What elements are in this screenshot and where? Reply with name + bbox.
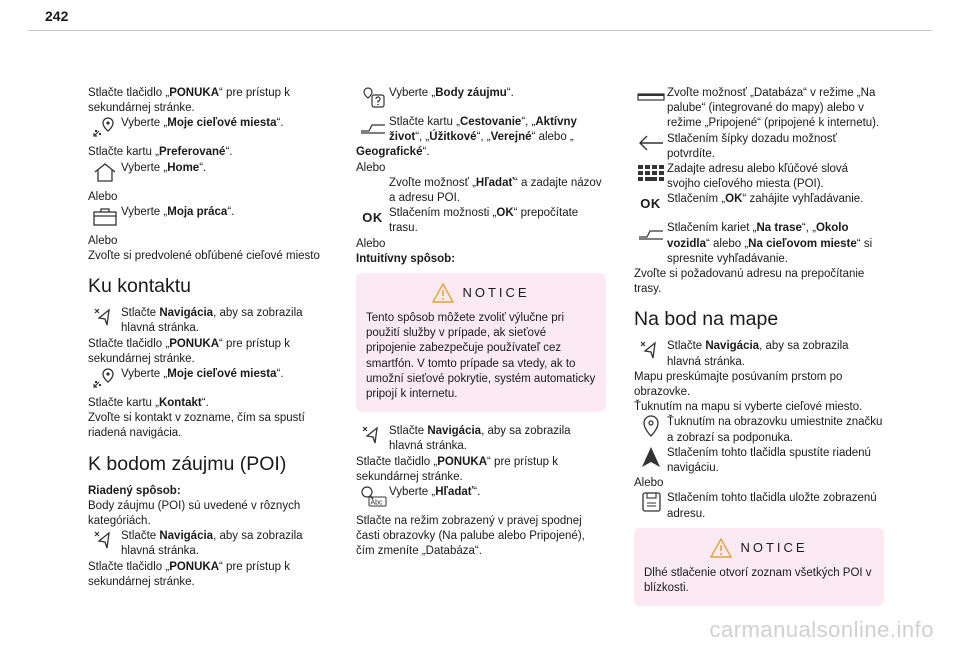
step-database [634, 86, 884, 132]
text: Stlačením šípky dozadu možnosť potvrdíte. [667, 132, 837, 160]
text: Stlačte kartu „Kontakt“. [88, 397, 209, 410]
step-navigation [88, 306, 328, 336]
text: Intuitívny spôsob: [356, 252, 456, 265]
poi-help-icon [356, 86, 389, 108]
notice-text: Dlhé stlačenie otvorí zoznam všetkých POI v blízkosti. [644, 566, 872, 595]
notice-text: Tento spôsob môžete zvoliť výlučne pri použití služby v prípade, ak sieťové pripojenie zabezpečuje používateľ cez smartfón. V tomto prípade sa vtedy, ak to umožní sieťové pokrytie, systém automaticky pripojí k internetu. [366, 312, 596, 401]
step-back [634, 132, 884, 162]
warning-icon [432, 283, 454, 303]
notice-header [644, 534, 874, 562]
step-home [88, 161, 328, 183]
navigation-arrow-icon [88, 529, 121, 551]
heading-poi: K bodom záujmu (POI) [88, 452, 287, 475]
text: Stlačte tlačidlo „PONUKA“ pre prístup k sekundárnej stránke. [88, 337, 290, 365]
text: Stlačte tlačidlo „PONUKA“ pre prístup k sekundárnej stránke. [356, 455, 558, 483]
text: Stlačením tohto tlačidla uložte zobrazenú adresu. [667, 492, 877, 520]
step-my-destinations [88, 367, 328, 389]
ok-icon: OK [640, 195, 661, 211]
step-ok [634, 192, 884, 214]
svg-text:Abc: Abc [370, 499, 383, 507]
step-ok [356, 206, 606, 236]
text: Vyberte „Moja práca“. [121, 205, 235, 218]
text: Stlačením tohto tlačidla spustíte riadenú navigáciu. [667, 446, 871, 475]
step-search [356, 176, 606, 206]
step-marker [634, 415, 884, 445]
briefcase-icon [88, 205, 121, 227]
text: Stlačte Navigácia, aby sa zobrazila hlavná stránka. [389, 425, 571, 453]
text: Stlačte Navigácia, aby sa zobrazila hlavná stránka. [667, 340, 849, 368]
header-rule [28, 30, 932, 31]
text: Alebo [88, 234, 118, 247]
text: Stlačením „OK“ zahájite vyhľadávanie. [667, 193, 864, 206]
text: Ťuknutím na obrazovku umiestnite značku a zobrazí sa podponuka. [667, 416, 883, 444]
text: Mapu preskúmajte posúvaním prstom po obrazovke. [634, 370, 843, 399]
back-arrow-icon [634, 132, 667, 154]
text: Stlačte Navigácia, aby sa zobrazila hlavná stránka. [121, 530, 303, 558]
text: Body záujmu (POI) sú uvedené v rôznych kategóriách. [88, 499, 301, 528]
notice-header [366, 279, 596, 307]
notice-title: NOTICE [740, 540, 808, 556]
text: Vyberte „Moje cieľové miesta“. [121, 368, 284, 381]
step-my-destinations [88, 116, 328, 138]
text: Stlačte kartu „Cestovanie“, „Aktívny život“, „Úžitkové“, „Verejné“ alebo „ [389, 116, 577, 144]
tab-icon [634, 221, 667, 243]
text: Vyberte „Home“. [121, 161, 207, 174]
heading-contact: Ku kontaktu [88, 275, 191, 298]
step-start-navigation [634, 446, 884, 476]
text: Zvoľte si predvolené obľúbené cieľové miesto [88, 250, 320, 263]
text: Geografické“. [356, 146, 430, 159]
keyboard-icon [634, 162, 667, 184]
text: Vyberte „Hľadať“. [389, 486, 481, 499]
text: Riadený spôsob: [88, 484, 181, 497]
step-poi [356, 86, 606, 108]
text: Vyberte „Body záujmu“. [389, 87, 514, 99]
destination-pin-icon [88, 367, 121, 389]
home-icon [88, 161, 121, 183]
step-navigation [356, 424, 606, 454]
step-tabs [634, 221, 884, 267]
column-2 [356, 86, 606, 560]
text: Stlačte tlačidlo „PONUKA“ pre prístup k sekundárnej stránke. [88, 560, 290, 588]
search-abc-icon [356, 485, 389, 507]
text: Ťuknutím na mapu si vyberte cieľové miesto. [634, 401, 863, 414]
tab-icon [356, 115, 389, 137]
step-categories [356, 115, 606, 145]
column-3 [634, 86, 884, 618]
destination-pin-icon [88, 116, 121, 138]
blank-icon [356, 176, 389, 198]
warning-icon [710, 538, 732, 558]
text: Stlačte tlačidlo „PONUKA“ pre prístup k sekundárnej stránke. [88, 87, 290, 115]
navigate-icon [634, 446, 667, 468]
watermark: carmanualsonline.info [709, 617, 934, 642]
page-number: 242 [45, 8, 69, 24]
navigation-arrow-icon [634, 339, 667, 361]
text: Alebo [88, 190, 118, 203]
step-search-abc [356, 485, 606, 507]
text: Stlačte na režim zobrazený v pravej spodnej časti obrazovky (Na palube alebo Pripojené), čím zmeníte „Databáza“. [356, 515, 585, 558]
save-icon [634, 491, 667, 513]
heading-map: Na bod na mape [634, 308, 779, 331]
text: Stlačením možnosti „OK“ prepočítate trasu. [389, 207, 579, 235]
text: Alebo [356, 161, 386, 174]
text: Alebo [634, 477, 664, 490]
location-pin-icon [634, 415, 667, 437]
text: Stlačením kariet „Na trase“, „Okolo vozidla“ alebo „Na cieľovom mieste“ si spresnite vyhľadávanie. [667, 222, 873, 265]
text: Zvoľte si kontakt v zozname, čím sa spustí riadená navigácia. [88, 412, 305, 440]
text: Zvoľte si požadovanú adresu na prepočítanie trasy. [634, 268, 865, 296]
text: Zvoľte možnosť „Databáza“ v režime „Na palube“ (integrované do mapy) alebo v režime „Pripojené“ (pripojené k internetu). [667, 87, 880, 130]
text: Zvoľte možnosť „Hľadať“ a zadajte názov a adresu POI. [389, 176, 602, 205]
step-keyboard [634, 162, 884, 192]
notice-box [356, 273, 606, 412]
text: Vyberte „Moje cieľové miesta“. [121, 117, 284, 130]
bar-icon [634, 86, 667, 108]
text: Stlačte kartu „Preferované“. [88, 146, 233, 159]
text: Alebo [356, 237, 386, 250]
notice-box [634, 528, 884, 606]
navigation-arrow-icon [88, 306, 121, 328]
column-1 [88, 86, 328, 590]
step-navigation [634, 339, 884, 369]
text: Zadajte adresu alebo kľúčové slová svojho cieľového miesta (POI). [667, 163, 849, 191]
step-navigation [88, 529, 328, 559]
text: Stlačte Navigácia, aby sa zobrazila hlavná stránka. [121, 307, 303, 335]
notice-title: NOTICE [462, 285, 530, 301]
step-save [634, 491, 884, 521]
step-work [88, 205, 328, 227]
ok-icon: OK [362, 209, 383, 225]
navigation-arrow-icon [356, 424, 389, 446]
